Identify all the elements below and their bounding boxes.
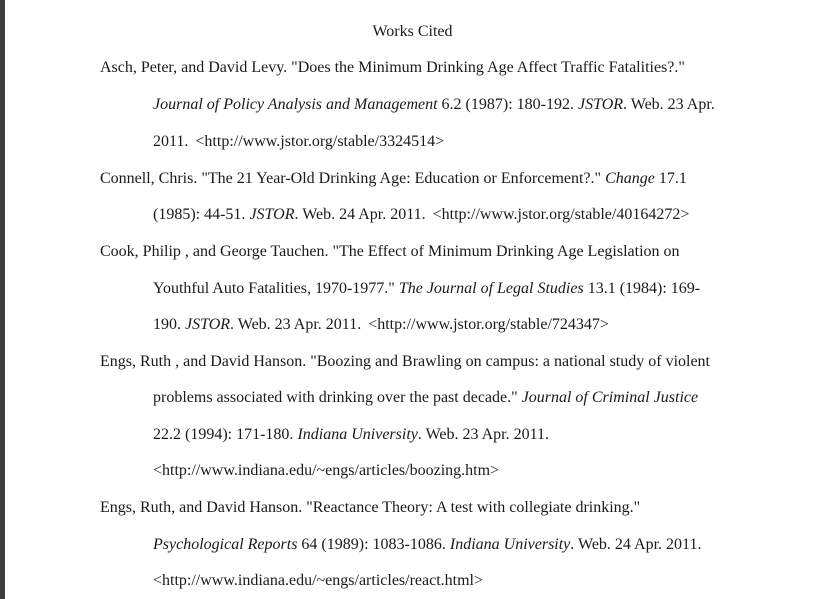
document-page bbox=[5, 0, 820, 599]
citation-line bbox=[153, 424, 549, 446]
citation-url: <http://www.jstor.org/stable/3324514> bbox=[195, 133, 445, 150]
citation-text: Engs, Ruth , and David Hanson. "Boozing and Brawling on campus: a national study of violent bbox=[100, 353, 710, 370]
citation-line bbox=[153, 460, 499, 482]
page-title: Works Cited bbox=[372, 23, 453, 40]
citation-text: Asch, Peter, and David Levy. "Does the Minimum Drinking Age Affect Traffic Fatalities?." bbox=[100, 59, 685, 76]
database-name: Indiana University bbox=[449, 536, 571, 553]
citation-text: 22.2 (1994): 171-180. bbox=[153, 426, 298, 443]
citation-text: problems associated with drinking over the past decade." bbox=[153, 389, 522, 406]
citation-text: Engs, Ruth, and David Hanson. "Reactance Theory: A test with collegiate drinking." bbox=[100, 499, 641, 516]
citation-text: Connell, Chris. "The 21 Year-Old Drinking Age: Education or Enforcement?." bbox=[100, 170, 606, 187]
database-name: JSTOR bbox=[185, 316, 231, 333]
citation-line bbox=[100, 168, 687, 190]
database-name: Indiana University bbox=[297, 426, 418, 443]
citation-text: Youthful Auto Fatalities, 1970-1977." bbox=[153, 280, 399, 297]
citation-text: 6.2 (1987): 180-192. bbox=[437, 96, 578, 113]
citation-text: . Web. 23 Apr. 2011. bbox=[230, 316, 362, 333]
citation-url: <http://www.jstor.org/stable/40164272> bbox=[432, 206, 690, 223]
citation-text: . Web. 24 Apr. 2011. bbox=[294, 206, 426, 223]
citation-text: 190. bbox=[153, 316, 185, 333]
citation-text: . Web. 23 Apr. bbox=[623, 96, 715, 113]
journal-title: Journal of Policy Analysis and Management bbox=[153, 96, 438, 113]
citation-line bbox=[153, 387, 698, 409]
citation-line bbox=[153, 278, 700, 300]
citation-text: (1985): 44-51. bbox=[153, 206, 250, 223]
journal-title: The Journal of Legal Studies bbox=[398, 280, 584, 297]
citation-line bbox=[153, 131, 444, 153]
citation-line bbox=[100, 241, 680, 263]
citation-url: <http://www.indiana.edu/~engs/articles/boozing.htm> bbox=[153, 462, 500, 479]
citation-line bbox=[100, 497, 640, 519]
citation-text: 64 (1989): 1083-1086. bbox=[297, 536, 450, 553]
citation-text: 2011. bbox=[153, 133, 189, 150]
database-name: JSTOR bbox=[249, 206, 295, 223]
citation-line bbox=[153, 314, 609, 336]
citation-line bbox=[153, 94, 715, 116]
citation-line bbox=[100, 57, 685, 79]
citation-text: 17.1 bbox=[654, 170, 687, 187]
journal-title: Change bbox=[605, 170, 655, 187]
citation-url: <http://www.indiana.edu/~engs/articles/react.html> bbox=[153, 572, 484, 589]
citation-url: <http://www.jstor.org/stable/724347> bbox=[368, 316, 609, 333]
citation-line bbox=[100, 351, 710, 373]
citation-line bbox=[153, 534, 701, 556]
citation-text: Cook, Philip , and George Tauchen. "The Effect of Minimum Drinking Age Legislation on bbox=[100, 243, 680, 260]
citation-text: . Web. 23 Apr. 2011. bbox=[417, 426, 550, 443]
citation-line bbox=[153, 570, 483, 592]
citation-text: . Web. 24 Apr. 2011. bbox=[570, 536, 702, 553]
citation-line bbox=[153, 204, 689, 226]
database-name: JSTOR bbox=[577, 96, 624, 113]
journal-title: Psychological Reports bbox=[153, 536, 298, 553]
citation-text: 13.1 (1984): 169- bbox=[583, 280, 701, 297]
journal-title: Journal of Criminal Justice bbox=[521, 389, 699, 406]
